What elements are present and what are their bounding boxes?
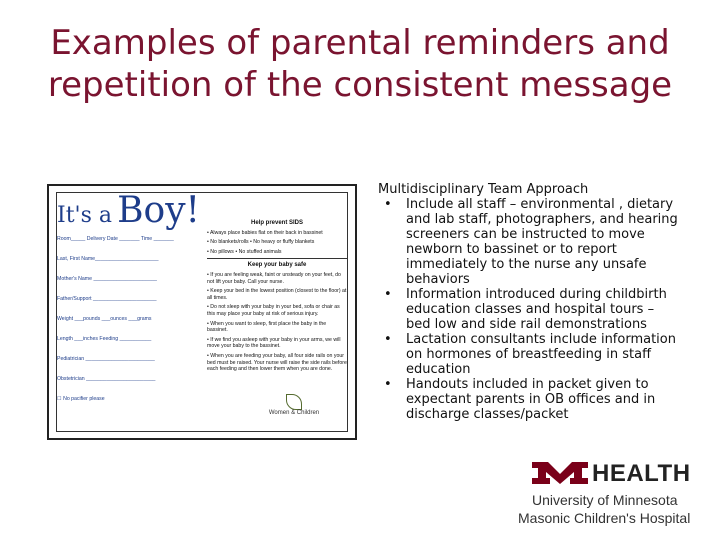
safe-item: • Do not sleep with your baby in your bed, sofa or chair as this may place your baby at risk of serious injury. (207, 304, 340, 317)
content-block (378, 182, 678, 422)
content-heading: Multidisciplinary Team Approach (378, 182, 589, 197)
leaf-icon (286, 394, 302, 410)
card-field: Weight ___pounds ___ounces ___grams (57, 316, 152, 322)
card-guidelines (207, 218, 347, 376)
sids-heading: Help prevent SIDS (250, 220, 303, 226)
sids-item: • No pillows • No stuffed animals (207, 248, 282, 255)
card-field: Room_____ Delivery Date _______ Time _______ (57, 236, 174, 242)
its-a-boy-card (47, 184, 357, 440)
card-fields (57, 236, 203, 416)
safe-item: • When you are feeding your baby, all four side rails on your bed must be raised. Your nurse will raise the side rails before each feeding and then lower them when you are done. (207, 352, 347, 373)
slide-title-line1: Examples of parental reminders and (50, 23, 670, 63)
content-bullet: • Handouts included in packet given to expectant parents in OB offices and in discharge classes/packet (406, 377, 678, 422)
safe-heading: Keep your baby safe (247, 262, 307, 269)
card-field: Length ___inches Feeding ___________ (57, 336, 152, 342)
card-field: Obstetrician ________________________ (57, 376, 156, 382)
sids-item: • Always place babies flat on their back in bassinet (207, 229, 323, 236)
safe-item: • If we find you asleep with your baby in your arms, we will move your baby to the bassinet. (207, 336, 341, 350)
university-name: University of Minnesota (532, 492, 678, 508)
content-bullet: • Include all staff – environmental , dietary and lab staff, photographers, and hearing screeners can be instructed to move newborn to bassinet or to report immediately to the nurse any unsafe behaviors (406, 197, 678, 287)
block-m-icon (530, 458, 590, 488)
card-field: Pediatrician ________________________ (57, 356, 155, 362)
slide-title (20, 22, 700, 106)
safe-item: • If you are feeling weak, faint or unsteady on your feet, do not lift your baby. Call your nurse. (207, 271, 341, 285)
card-boy: Boy! (117, 190, 201, 231)
content-bullet: • Lactation consultants include information on hormones of breastfeeding in staff education (406, 332, 678, 377)
card-field: Last, First Name______________________ (57, 256, 159, 262)
safe-item: • When you want to sleep, first place the baby in the bassinet. (207, 320, 327, 334)
safe-item: • Keep your bed in the lowest position (closest to the floor) at all times. (207, 288, 347, 301)
card-its: It's a (57, 203, 112, 228)
slide-title-line2: repetition of the consistent message (47, 65, 673, 105)
sids-item: • No blankets/rolls • No heavy or fluffy blankets (207, 239, 315, 246)
card-field: Father/Support ______________________ (57, 296, 157, 302)
content-bullets (378, 197, 678, 422)
hospital-name: Masonic Children's Hospital (518, 510, 691, 526)
card-field: Mother's Name ______________________ (57, 276, 157, 282)
women-children-text: Women & Children (268, 410, 320, 416)
card-field: ☐ No pacifier please (57, 396, 105, 402)
women-children-logo (259, 394, 329, 416)
card-caption (57, 190, 200, 231)
card-divider (207, 258, 347, 259)
content-bullet: • Information introduced during childbirth education classes and hospital tours – bed low and side rail demonstrations (406, 287, 678, 332)
health-wordmark: HEALTH (592, 460, 691, 487)
